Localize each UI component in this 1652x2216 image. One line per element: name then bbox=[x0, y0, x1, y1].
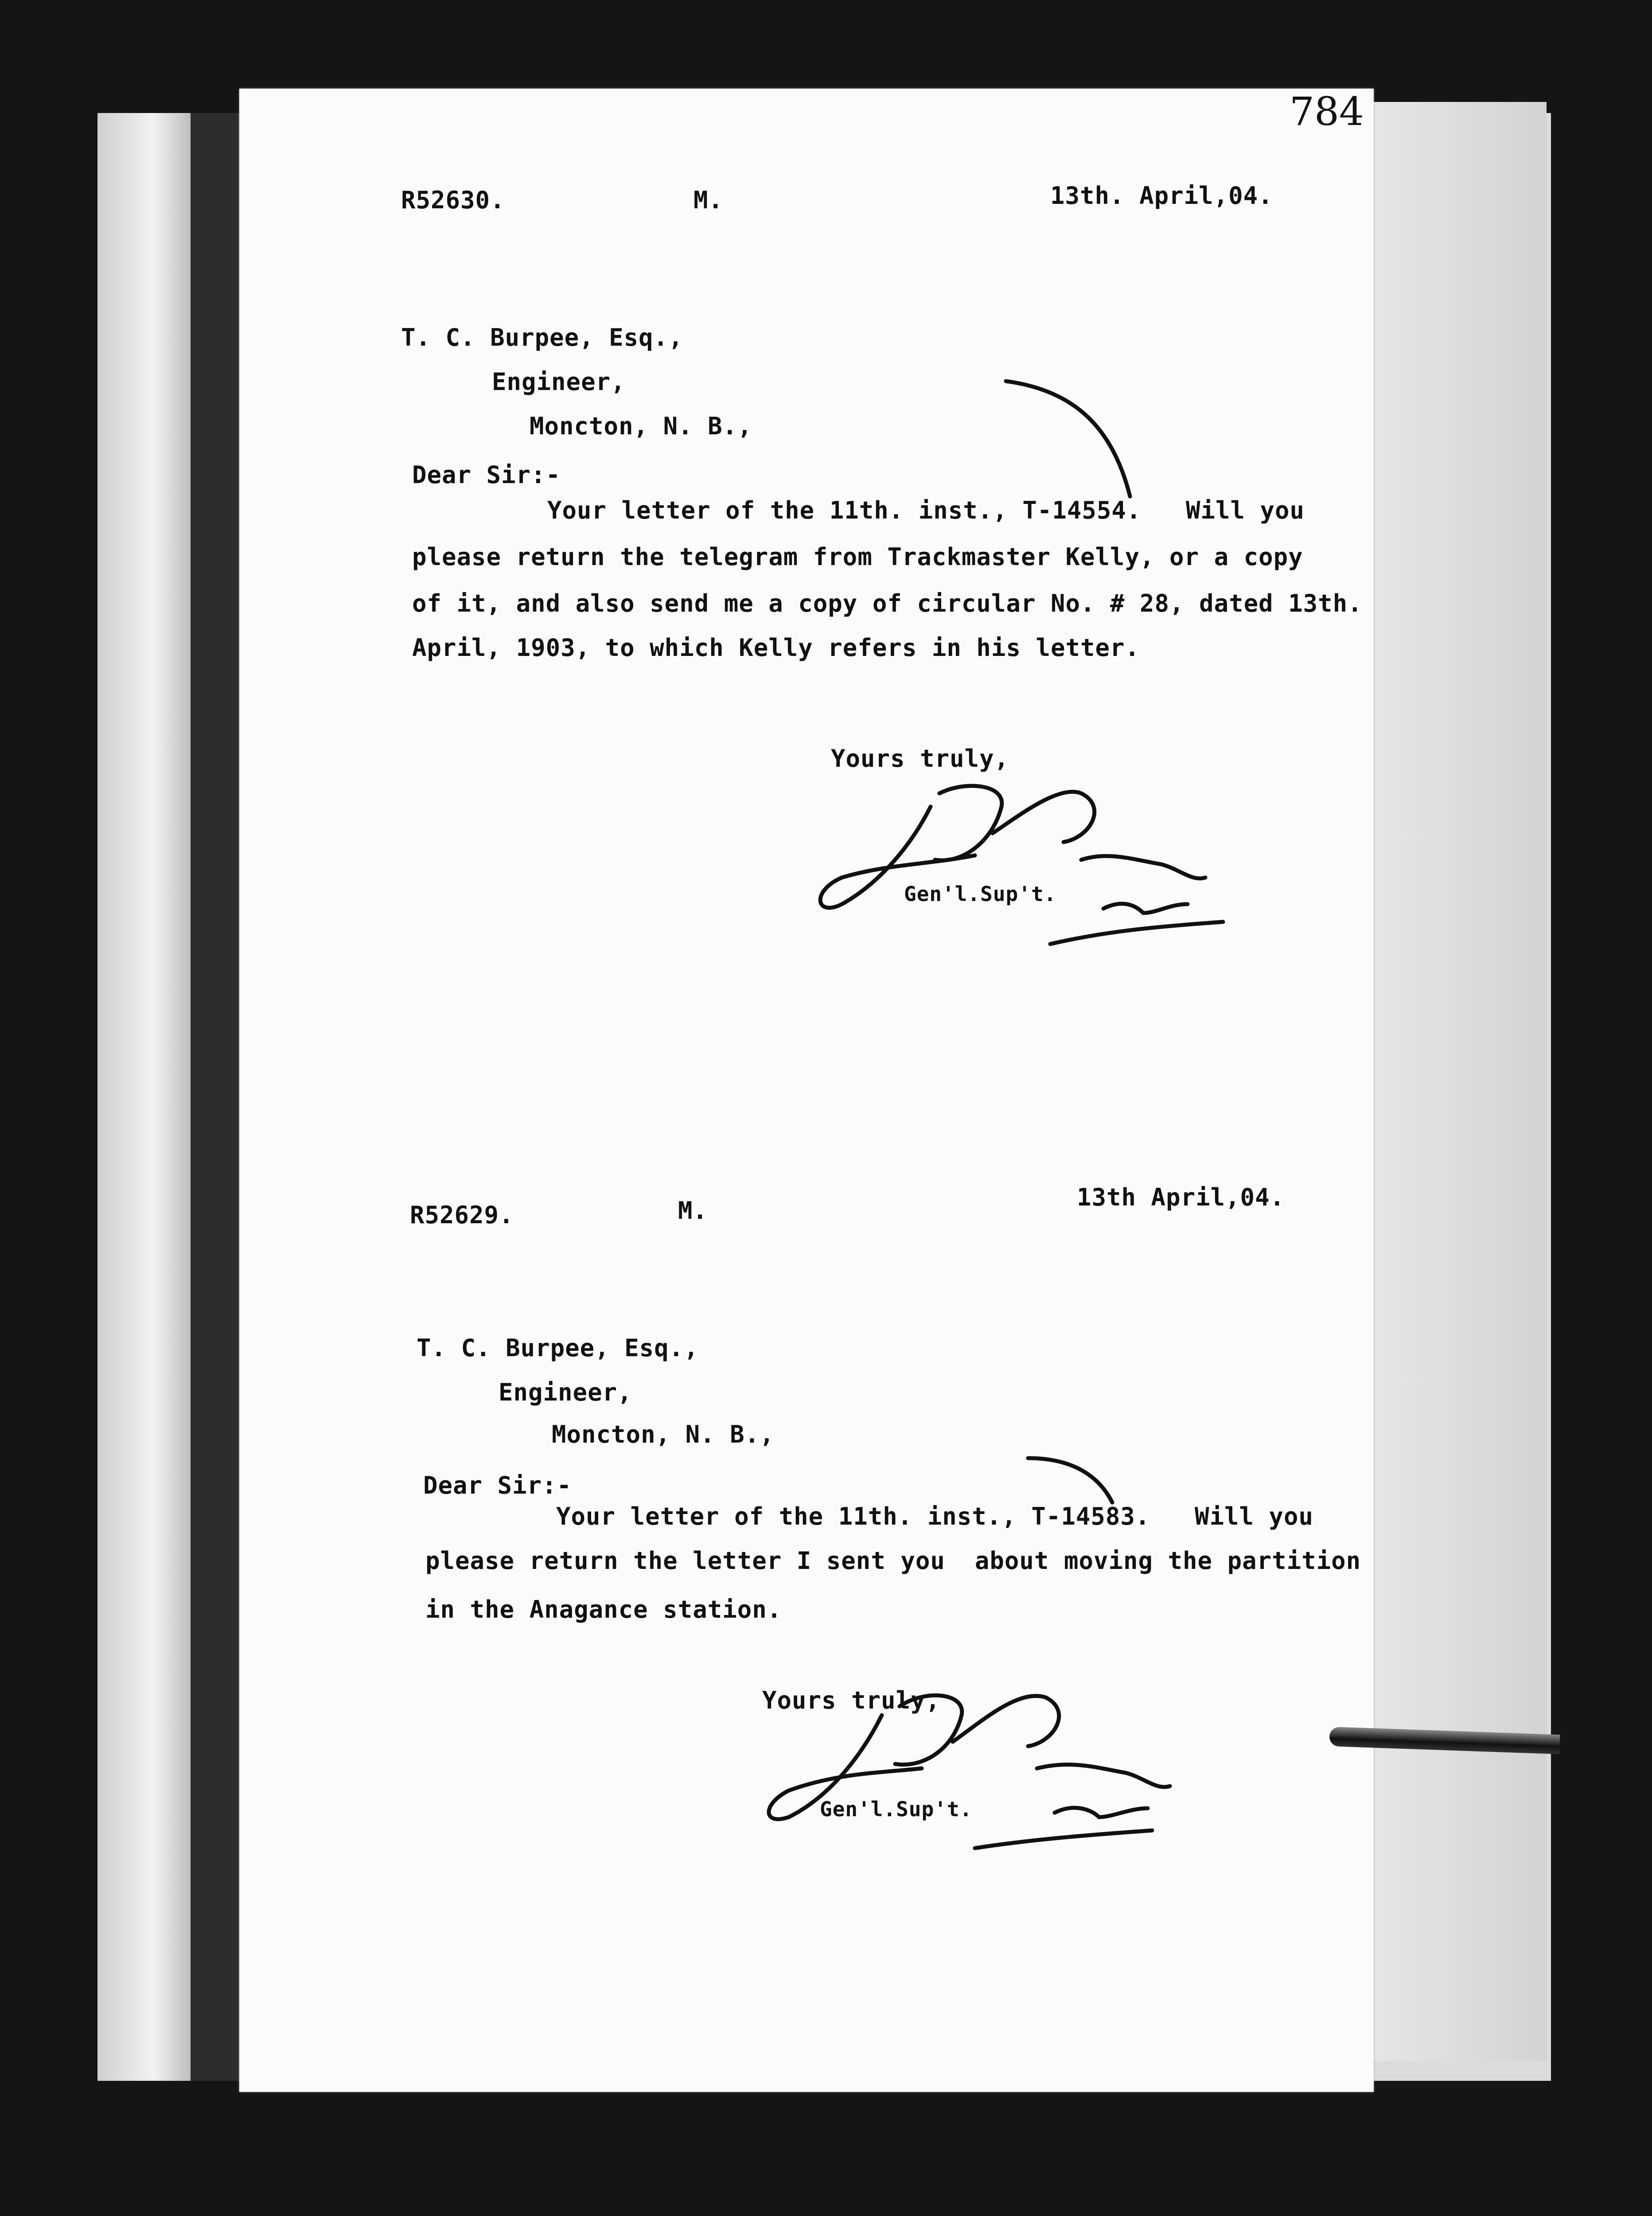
letter1-date: 13th. April,04. bbox=[1050, 182, 1273, 210]
page-number: 784 bbox=[1290, 89, 1364, 134]
letter1-body-line: please return the telegram from Trackmaster Kelly, or a copy bbox=[412, 543, 1303, 571]
letter2-recipient-place: Moncton, N. B., bbox=[552, 1420, 775, 1448]
letter1-recipient-place: Moncton, N. B., bbox=[530, 412, 752, 440]
letter1-signature-title: Gen'l.Sup't. bbox=[904, 882, 1057, 906]
letter1-ref: R52630. bbox=[401, 186, 505, 214]
letter2-ref: R52629. bbox=[410, 1201, 514, 1229]
letter1-initial: M. bbox=[694, 186, 724, 214]
letter1-closing: Yours truly, bbox=[831, 745, 1009, 772]
letter2-body-line: in the Anagance station. bbox=[425, 1596, 782, 1623]
letter1-recipient-title: Engineer, bbox=[492, 368, 626, 396]
letter2-body-line: please return the letter I sent you about moving the partition bbox=[425, 1547, 1361, 1575]
letter2-salutation: Dear Sir:- bbox=[423, 1471, 572, 1499]
letter1-salutation: Dear Sir:- bbox=[412, 461, 561, 489]
letter1-body-line: April, 1903, to which Kelly refers in his letter. bbox=[412, 634, 1140, 662]
letter2-initial: M. bbox=[678, 1197, 708, 1225]
letter2-recipient-name: T. C. Burpee, Esq., bbox=[417, 1334, 699, 1362]
letter1-recipient-name: T. C. Burpee, Esq., bbox=[401, 324, 683, 351]
letter2-signature-title: Gen'l.Sup't. bbox=[820, 1797, 973, 1821]
letter1-body-line: Your letter of the 11th. inst., T-14554. Will you bbox=[547, 496, 1305, 524]
letter2-recipient-title: Engineer, bbox=[499, 1378, 632, 1406]
letter1-body-line: of it, and also send me a copy of circular No. # 28, dated 13th. bbox=[412, 589, 1363, 617]
letter2-date: 13th April,04. bbox=[1077, 1183, 1285, 1211]
letter2-body-line: Your letter of the 11th. inst., T-14583. Will you bbox=[556, 1502, 1314, 1530]
letter2-closing: Yours truly, bbox=[762, 1686, 941, 1714]
